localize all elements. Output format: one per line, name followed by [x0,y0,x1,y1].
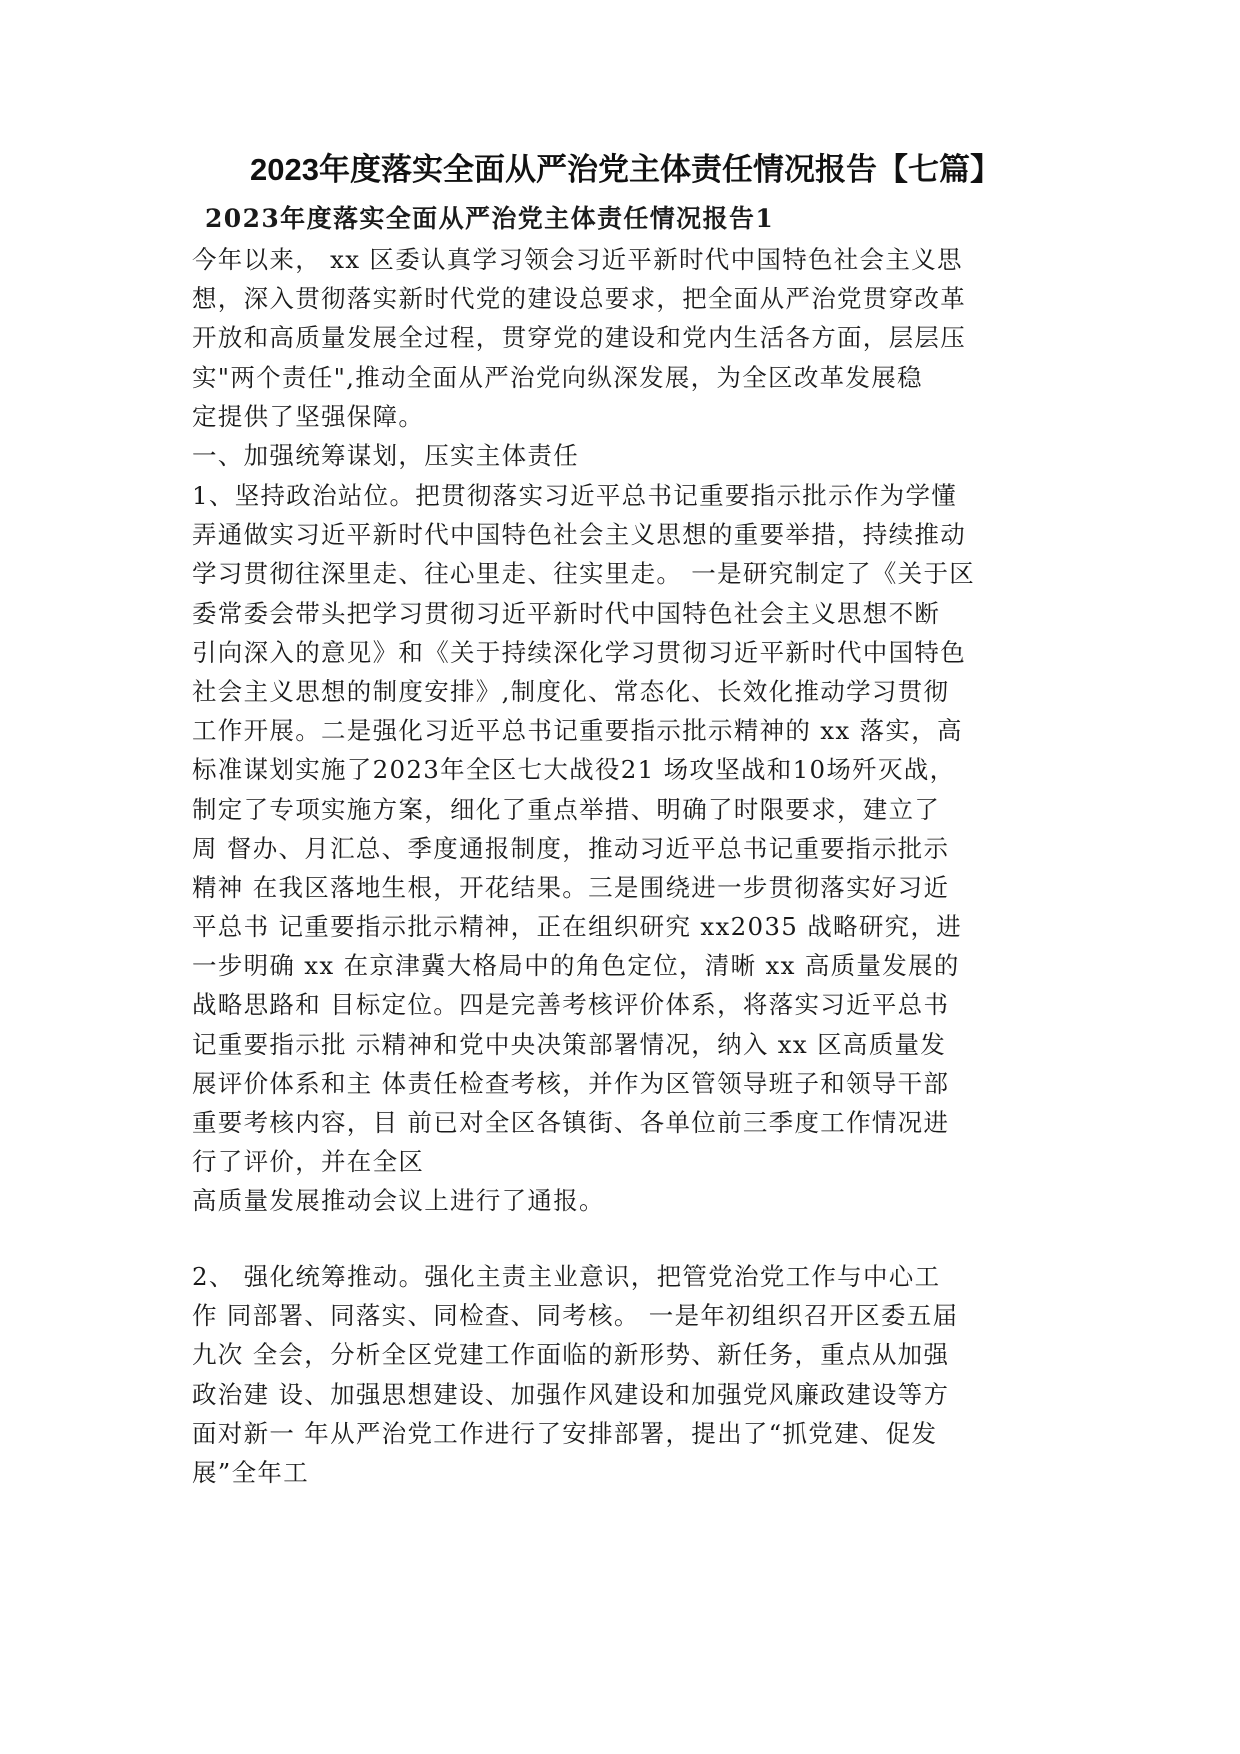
paragraph-line: 一步明确 xx 在京津冀大格局中的角色定位，清晰 xx 高质量发展的 [192,951,960,981]
paragraph-line: 行了评价，并在全区 [192,1147,425,1177]
paragraph-line: 1、坚持政治站位。把贯彻落实习近平总书记重要指示批示作为学懂 [192,481,958,510]
paragraph-line: 平总书 记重要指示批示精神，正在组织研究 xx2035 战略研究，进 [192,912,963,942]
paragraph-intro [192,240,1072,436]
paragraph-line: 展”全年工 [192,1457,310,1487]
document-subtitle: 2023年度落实全面从严治党主体责任情况报告1 [205,204,775,233]
paragraph-line: 委常委会带头把学习贯彻习近平新时代中国特色社会主义思想不断 [192,598,941,628]
paragraph-line: 作 同部署、同落实、同检查、同考核。 一是年初组织召开区委五届 [192,1301,959,1331]
paragraph-line: 弄通做实习近平新时代中国特色社会主义思想的重要举措，持续推动 [192,520,966,550]
paragraph-item-1 [192,476,1072,1221]
paragraph-line: 定提供了坚强保障。 [192,401,425,431]
paragraph-line: 制定了专项实施方案，细化了重点举措、明确了时限要求，建立了 [192,794,941,824]
paragraph-item-2 [192,1257,1072,1492]
document-title: 2023年度落实全面从严治党主体责任情况报告【七篇】 [250,152,1001,187]
paragraph-line: 周 督办、月汇总、季度通报制度，推动习近平总书记重要指示批示 [192,833,950,863]
paragraph-line: 高质量发展推动会议上进行了通报。 [192,1186,605,1216]
paragraph-line: 今年以来， xx 区委认真学习领会习近平新时代中国特色社会主义思 [192,245,963,274]
paragraph-line: 学习贯彻往深里走、往心里走、往实里走。 一是研究制定了《关于区 [192,559,976,589]
paragraph-line: 精神 在我区落地生根，开花结果。三是围绕进一步贯彻落实好习近 [192,872,950,902]
paragraph-line: 记重要指示批 示精神和党中央决策部署情况，纳入 xx 区高质量发 [192,1029,947,1059]
paragraph-line: 引向深入的意见》和《关于持续深化学习贯彻习近平新时代中国特色 [192,637,966,667]
section-heading-text: 一、加强统筹谋划，压实主体责任 [192,441,579,470]
paragraph-line: 实"两个责任",推动全面从严治党向纵深发展，为全区改革发展稳 [192,362,923,392]
paragraph-line: 政治建 设、加强思想建设、加强作风建设和加强党风廉政建设等方 [192,1379,950,1409]
paragraph-line: 战略思路和 目标定位。四是完善考核评价体系，将落实习近平总书 [192,990,950,1020]
paragraph-line: 工作开展。二是强化习近平总书记重要指示批示精神的 xx 落实，高 [192,716,963,746]
paragraph-line: 九次 全会，分析全区党建工作面临的新形势、新任务，重点从加强 [192,1340,950,1370]
paragraph-line: 重要考核内容，目 前已对全区各镇街、各单位前三季度工作情况进 [192,1108,950,1137]
paragraph-line: 展评价体系和主 体责任检查考核，并作为区管领导班子和领导干部 [192,1068,950,1098]
paragraph-line: 想，深入贯彻落实新时代党的建设总要求，把全面从严治党贯穿改革 [192,284,966,314]
paragraph-line: 社会主义思想的制度安排》,制度化、常态化、长效化推动学习贯彻 [192,676,950,706]
paragraph-line: 标准谋划实施了2023年全区七大战役21 场攻坚战和10场歼灭战， [192,755,956,785]
paragraph-line: 2、 强化统筹推动。强化主责主业意识，把管党治党工作与中心工 [192,1262,941,1291]
section-heading [192,436,1072,475]
paragraph-line: 面对新一 年从严治党工作进行了安排部署，提出了“抓党建、促发 [192,1418,938,1448]
paragraph-line: 开放和高质量发展全过程，贯穿党的建设和党内生活各方面，层层压 [192,323,966,353]
